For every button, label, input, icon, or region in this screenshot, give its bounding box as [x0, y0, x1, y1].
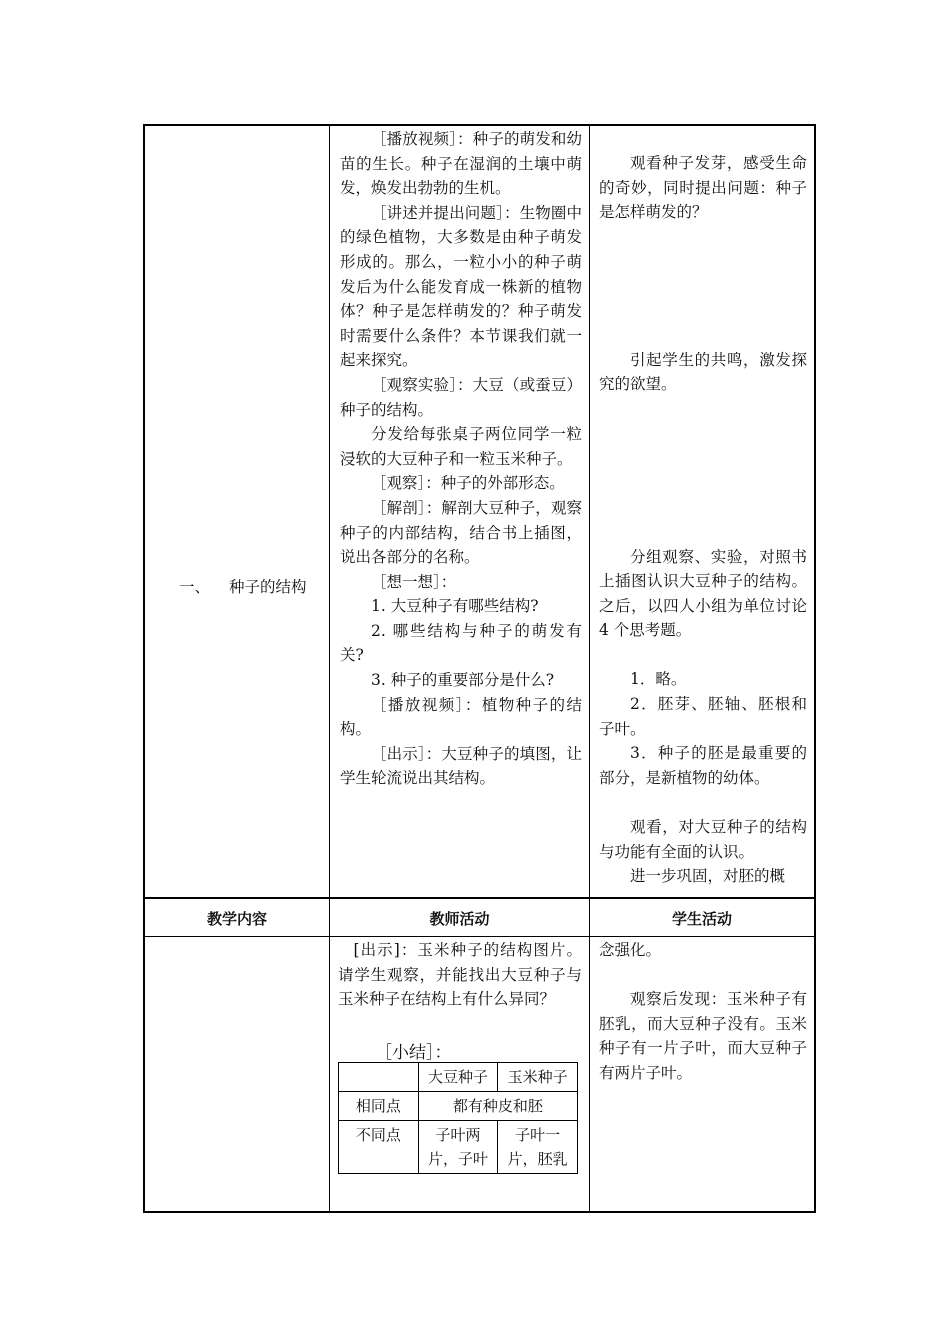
teacher-question: 1. 大豆种子有哪些结构?	[371, 597, 539, 616]
table-corner-cell	[339, 1063, 419, 1092]
student-answer: 3．种子的胚是最重要的部分，是新植物的幼体。	[599, 744, 807, 787]
summary-table	[338, 1062, 578, 1174]
student-paragraph: 引起学生的共鸣，激发探究的欲望。	[599, 350, 807, 394]
table-header-soybean: 大豆种子	[418, 1063, 498, 1092]
section-label	[145, 575, 331, 597]
table-border-right	[814, 124, 816, 1213]
table-row-label: 相同点	[339, 1092, 419, 1121]
teacher-paragraph: ［播放视频］：植物种子的结构。	[340, 695, 582, 739]
teacher-paragraph: [出示]：玉米种子的结构图片。请学生观察，并能找出大豆种子与玉米种子在结构上有什么异同？	[338, 941, 582, 1009]
table-row-label: 不同点	[339, 1121, 419, 1174]
table-header-corn: 玉米种子	[498, 1063, 578, 1092]
header-student-activity: 学生活动	[671, 910, 732, 928]
student-paragraph: 观察后发现：玉米种子有胚乳，而大豆种子没有。玉米种子有一片子叶，而大豆种子有两片子叶。	[599, 990, 807, 1082]
teacher-question: 2. 哪些结构与种子的萌发有关?	[340, 621, 582, 665]
student-activity-top	[599, 151, 807, 889]
header-teaching-content: 教学内容	[206, 910, 267, 928]
student-answer: 2．胚芽、胚轴、胚根和子叶。	[599, 695, 807, 738]
table-row	[339, 1121, 578, 1174]
header-row-bottom	[143, 936, 816, 937]
teacher-activity-top	[340, 127, 582, 791]
student-paragraph: 进一步巩固，对胚的概	[630, 867, 786, 886]
student-paragraph: 分组观察、实验，对照书上插图认识大豆种子的结构。之后，以四人小组为单位讨论 4 个思考题。	[599, 547, 807, 640]
teacher-activity-bottom	[338, 938, 582, 1012]
student-paragraph: 观看种子发芽，感受生命的奇妙，同时提出问题：种子是怎样萌发的？	[599, 154, 807, 222]
section-title: 种子的结构	[228, 578, 307, 596]
table-cell: 子叶一片，胚乳	[498, 1121, 578, 1174]
table-border-bottom	[143, 1211, 816, 1213]
teacher-question: 3. 种子的重要部分是什么?	[371, 671, 555, 690]
header-teacher-activity: 教师活动	[429, 910, 490, 928]
column-divider-1	[329, 124, 330, 1213]
teacher-paragraph: ［出示］：大豆种子的填图，让学生轮流说出其结构。	[340, 744, 582, 788]
table-cell: 都有种皮和胚	[418, 1092, 577, 1121]
teacher-paragraph: ［观察实验］：大豆（或蚕豆）种子的结构。	[340, 375, 582, 419]
table-border-left	[143, 124, 145, 1213]
table-border-top	[143, 124, 816, 126]
teacher-paragraph: ［解剖］：解剖大豆种子，观察种子的内部结构，结合书上插图，说出各部分的名称。	[340, 498, 582, 567]
teacher-paragraph: 分发给每张桌子两位同学一粒浸软的大豆种子和一粒玉米种子。	[340, 425, 582, 468]
teacher-paragraph: ［想一想］：	[371, 572, 457, 591]
header-row-top	[143, 897, 816, 899]
teacher-paragraph: ［观察］：种子的外部形态。	[371, 474, 565, 493]
table-cell: 子叶两片，子叶	[418, 1121, 498, 1174]
section-number: 一、	[179, 578, 211, 596]
summary-label: ［小结］：	[375, 1043, 452, 1063]
teacher-paragraph: ［播放视频］：种子的萌发和幼苗的生长。种子在湿润的土壤中萌发，焕发出勃勃的生机。	[340, 130, 582, 198]
teacher-paragraph: ［讲述并提出问题］：生物圈中的绿色植物，大多数是由种子萌发形成的。那么，一粒小小的种子萌发后为什么能发育成一株新的植物体？种子是怎样萌发的？种子萌发时需要什么条件？本节课我们就一起来探究。	[340, 203, 582, 370]
table-row	[339, 1063, 578, 1092]
student-paragraph: 念强化。	[599, 941, 662, 959]
student-activity-bottom	[599, 938, 807, 1086]
student-paragraph: 观看，对大豆种子的结构与功能有全面的认识。	[599, 818, 807, 861]
table-row	[339, 1092, 578, 1121]
student-answer: 1．略。	[630, 670, 687, 689]
column-divider-2	[589, 124, 590, 1213]
